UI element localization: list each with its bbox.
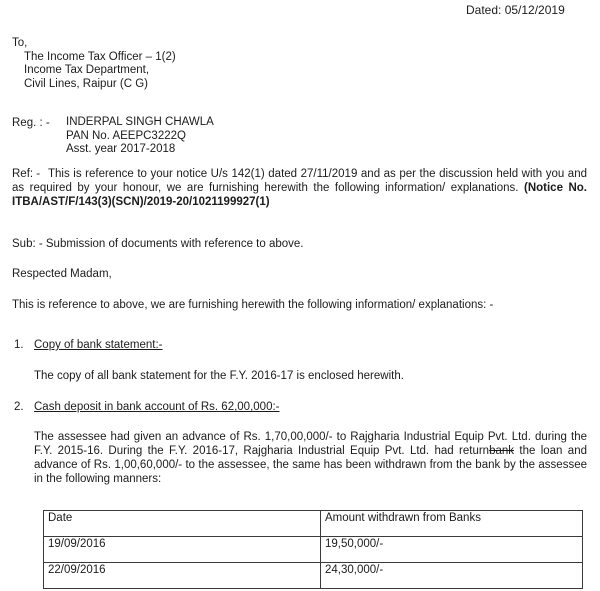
item-1-title: Copy of bank statement:-	[34, 339, 163, 351]
address-line-1: The Income Tax Officer – 1(2)	[24, 50, 176, 63]
item-2-struck-word: bank	[489, 445, 515, 457]
address-line-3: Civil Lines, Raipur (C G)	[24, 77, 148, 90]
item-1-body: The copy of all bank statement for the F.Y. 2016-17 is enclosed herewith.	[34, 370, 404, 382]
item-2-body-end: the loan and advance of Rs. 1,00,60,000/- to the assessee, the same has been withdrawn from the bank by the assessee in the following manners:	[34, 445, 587, 485]
subject-line: Sub: - Submission of documents with reference to above.	[12, 238, 304, 250]
assessment-year: Asst. year 2017-2018	[66, 143, 176, 156]
table-header-row	[44, 511, 583, 537]
salutation: Respected Madam,	[12, 268, 112, 280]
assessee-name: INDERPAL SINGH CHAWLA	[66, 116, 214, 128]
table-row	[44, 563, 583, 589]
address-to: To,	[12, 37, 28, 49]
table-cell-date: 22/09/2016	[44, 563, 321, 589]
table-header-date: Date	[44, 511, 321, 537]
recipient-address	[12, 37, 176, 91]
reg-details	[66, 116, 214, 157]
table-cell-amount: 19,50,000/-	[321, 537, 583, 563]
table-cell-amount: 24,30,000/-	[321, 563, 583, 589]
item-2-heading	[14, 400, 280, 414]
table-cell-date: 19/09/2016	[44, 537, 321, 563]
item-2-title: Cash deposit in bank account of Rs. 62,00,000:-	[34, 401, 280, 413]
table-header-amount: Amount withdrawn from Banks	[321, 511, 583, 537]
withdrawal-table	[43, 510, 583, 589]
pan-number: PAN No. AEEPC3222Q	[66, 129, 186, 142]
reg-label: Reg. : -	[12, 117, 50, 129]
ref-text: This is reference to your notice U/s 142(1) dated 27/11/2019 and as per the discussion held with you and as required by your honour, we are furnishing herewith the following information/ explanations.	[12, 168, 587, 194]
item-1-number: 1.	[14, 339, 24, 351]
address-line-2: Income Tax Department,	[24, 64, 150, 77]
item-1-heading	[14, 338, 162, 352]
item-2-number: 2.	[14, 401, 24, 413]
reference-paragraph	[12, 167, 587, 209]
ref-label: Ref: -	[12, 168, 41, 180]
item-2-body	[34, 430, 587, 486]
item-2-body-start: The assessee had given an advance of Rs. 1,70,00,000/- to Rajgharia Industrial Equip Pvt. Ltd. during the F.Y. 2015-16. During the F.Y. 2016-17, Rajgharia Industrial Equip Pvt. Ltd. had return	[34, 431, 587, 457]
notice-number: (Notice No. ITBA/AST/F/143(3)(SCN)/2019-20/1021199927(1)	[12, 182, 588, 208]
table-row	[44, 537, 583, 563]
letter-date: Dated: 05/12/2019	[466, 3, 565, 17]
intro-paragraph: This is reference to above, we are furnishing herewith the following information/ explanations: -	[12, 299, 494, 311]
